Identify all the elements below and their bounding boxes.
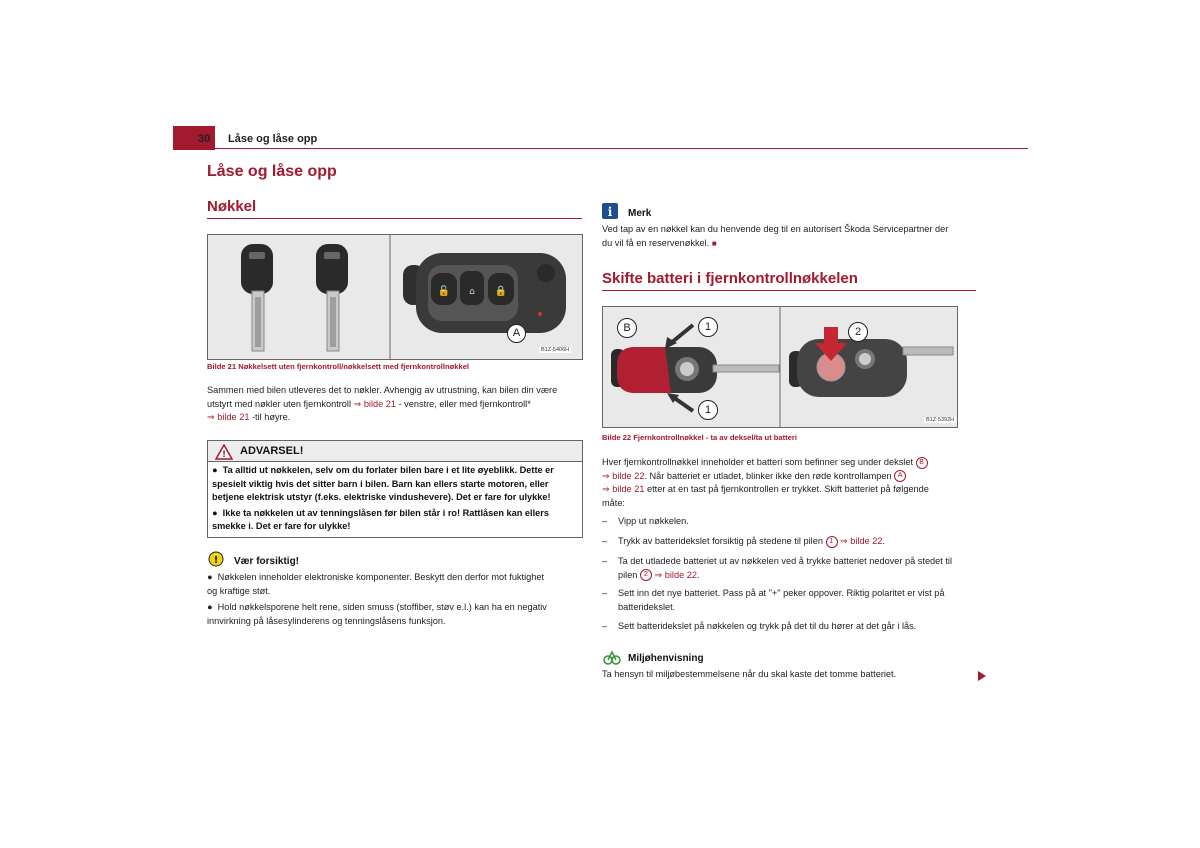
- plain-key-icon: [241, 244, 273, 351]
- marker-a: A: [507, 324, 526, 343]
- text-line: spesielt viktig hvis det sitter barn i bilen. Barn kan ellers starte motoren, eller: [212, 478, 549, 489]
- env-text: Ta hensyn til miljøbestemmelsene når du skal kaste det tomme batteriet.: [602, 669, 897, 679]
- end-mark: ■: [711, 238, 717, 248]
- text-line: Sett inn det nye batteriet. Pass på at "+" peker oppover. Riktig polaritet er vist på: [618, 588, 945, 598]
- figure-22: [602, 306, 958, 428]
- battery-illustration: [603, 307, 957, 427]
- warning-title: ADVARSEL!: [240, 445, 304, 457]
- page-title: Låse og låse opp: [207, 163, 337, 180]
- text-line: [602, 456, 992, 470]
- warning-header: [208, 441, 582, 462]
- key-paragraph: [207, 384, 587, 425]
- warning-triangle-icon: [215, 444, 233, 460]
- figure-link[interactable]: ⇒ bilde 22: [651, 569, 697, 580]
- marker-2: 2: [848, 322, 868, 342]
- text-fragment: Ta alltid ut nøkkelen, selv om du forlater bilen bare i et lite øyeblikk. Dette er: [222, 465, 554, 475]
- step-3: [618, 555, 988, 582]
- text-fragment: Ikke ta nøkkelen ut av tenningslåsen før bilen står i ro! Rattlåsen kan ellers: [222, 507, 549, 518]
- figure-link[interactable]: ⇒ bilde 21: [353, 398, 396, 409]
- text-line: batteridekslet.: [618, 601, 676, 612]
- svg-text:⌂: ⌂: [469, 287, 475, 297]
- step-dash: –: [602, 516, 608, 526]
- text-fragment: .: [696, 569, 700, 580]
- text-fragment: utstyrt med nøkler uten fjernkontroll: [207, 398, 354, 409]
- text-fragment: -til høyre.: [249, 412, 291, 422]
- remote-key-icon: [403, 253, 566, 333]
- text-line: [212, 507, 582, 521]
- marker-1-bottom: 1: [698, 400, 718, 420]
- bullet: ●: [212, 465, 218, 475]
- text-fragment: Hver fjernkontrollnøkkel inneholder et batteri som befinner seg under dekslet: [602, 457, 916, 467]
- text-line: smekke i. Det er fare for ulykke!: [212, 521, 351, 531]
- header-rule: [173, 148, 1028, 149]
- text-line: [207, 398, 587, 412]
- section-rule: [602, 290, 976, 291]
- info-icon: [602, 203, 618, 219]
- env-title: Miljøhenvisning: [628, 653, 704, 664]
- exclamation-circle-icon: [208, 551, 224, 567]
- note-title: Merk: [628, 208, 652, 219]
- battery-intro: [602, 456, 992, 510]
- text-fragment: .: [882, 536, 886, 546]
- text-line: [207, 411, 587, 425]
- bullet: ●: [207, 602, 213, 612]
- figure-link[interactable]: ⇒ bilde 21: [207, 412, 250, 422]
- text-line: betjene elektrisk utstyr (f.eks. elektriske vindushevere). Det er fare for ulykke!: [212, 492, 551, 502]
- bullet: ●: [212, 507, 218, 518]
- caution-title: Vær forsiktig!: [234, 556, 300, 567]
- text-fragment: pilen: [618, 569, 640, 580]
- warning-box: [207, 440, 583, 538]
- page-number: 30: [198, 133, 211, 145]
- warning-bullets: [212, 464, 582, 534]
- text-line: [602, 483, 992, 497]
- svg-text:!: !: [213, 555, 219, 566]
- note-text: [602, 223, 992, 250]
- step-4: [618, 587, 988, 614]
- marker-b: B: [617, 318, 637, 338]
- figure-21: [207, 234, 583, 360]
- marker-2-inline: 2: [640, 569, 652, 581]
- svg-text:🔓: 🔓: [437, 286, 451, 297]
- step-dash: –: [602, 556, 608, 566]
- marker-a-inline: A: [894, 470, 906, 482]
- text-line: Sammen med bilen utleveres det to nøkler. Avhengig av utrustning, kan bilen din være: [207, 385, 558, 395]
- svg-text:!: !: [221, 450, 227, 460]
- figure-22-caption: Bilde 22 Fjernkontrollnøkkel - ta av deksel/ta ut batteri: [602, 433, 797, 442]
- marker-1-top: 1: [698, 317, 718, 337]
- text-fragment: - venstre, eller med fjernkontroll*: [396, 398, 531, 409]
- figure-code: B1Z-5406H: [541, 347, 570, 353]
- svg-text:i: i: [607, 205, 613, 219]
- text-fragment: Trykk av batteridekslet forsiktig på stedene til pilen: [618, 536, 826, 546]
- section-title-key: Nøkkel: [207, 198, 257, 215]
- text-fragment: Hold nøkkelsporene helt rene, siden smuss (stoffiber, støv e.l.) kan ha en negativ: [217, 602, 547, 612]
- step-5: Sett batteridekslet på nøkkelen og trykk på det til du hører at det går i lås.: [618, 621, 917, 631]
- text-line: innvirkning på låsesylinderens og tenningslåsens funksjon.: [207, 615, 446, 626]
- figure-code: B1Z-5392H: [926, 417, 955, 423]
- section-title-battery: Skifte batteri i fjernkontrollnøkkelen: [602, 270, 858, 287]
- marker-b-inline: B: [916, 457, 928, 469]
- text-fragment: etter at en tast på fjernkontrollen er trykket. Skift batteriet på følgende: [644, 484, 929, 494]
- text-line: [602, 237, 992, 251]
- text-line: Ta det utladede batteriet ut av nøkkelen ved å trykke batteriet nedover på stedet til: [618, 556, 953, 566]
- step-1: Vipp ut nøkkelen.: [618, 516, 689, 526]
- recycle-icon: [602, 649, 622, 665]
- figure-link[interactable]: ⇒ bilde 22: [837, 536, 883, 546]
- text-line: [618, 569, 988, 583]
- marker-1-inline: 1: [826, 536, 838, 548]
- text-line: og kraftige støt.: [207, 585, 271, 596]
- text-fragment: . Når batteriet er utladet, blinker ikke den røde kontrollampen: [644, 470, 895, 481]
- plain-key-icon: [316, 244, 348, 351]
- key-illustration: [208, 235, 582, 359]
- next-page-arrow-icon[interactable]: [977, 670, 987, 682]
- text-line: [602, 470, 992, 484]
- figure-link[interactable]: ⇒ bilde 22: [602, 470, 645, 481]
- step-dash: –: [602, 621, 608, 631]
- svg-text:🔒: 🔒: [494, 286, 508, 297]
- text-line: Ved tap av en nøkkel kan du henvende deg til en autorisert Škoda Servicepartner der: [602, 224, 949, 234]
- figure-21-caption: Bilde 21 Nøkkelsett uten fjernkontroll/nøkkelsett med fjernkontrollnøkkel: [207, 362, 470, 371]
- step-2: [618, 535, 885, 549]
- section-rule: [207, 218, 582, 219]
- text-line: [212, 464, 582, 478]
- text-line: [207, 571, 592, 585]
- text-line: [207, 601, 592, 615]
- step-dash: –: [602, 536, 608, 546]
- running-head: Låse og låse opp: [228, 133, 318, 145]
- bullet: ●: [207, 572, 213, 582]
- text-fragment: du vil få en reservenøkkel.: [602, 237, 710, 248]
- caution-bullets: [207, 571, 592, 628]
- step-dash: –: [602, 588, 608, 598]
- figure-link[interactable]: ⇒ bilde 21: [602, 484, 645, 494]
- text-line: måte:: [602, 497, 625, 508]
- text-fragment: Nøkkelen inneholder elektroniske komponenter. Beskytt den derfor mot fuktighet: [217, 572, 545, 582]
